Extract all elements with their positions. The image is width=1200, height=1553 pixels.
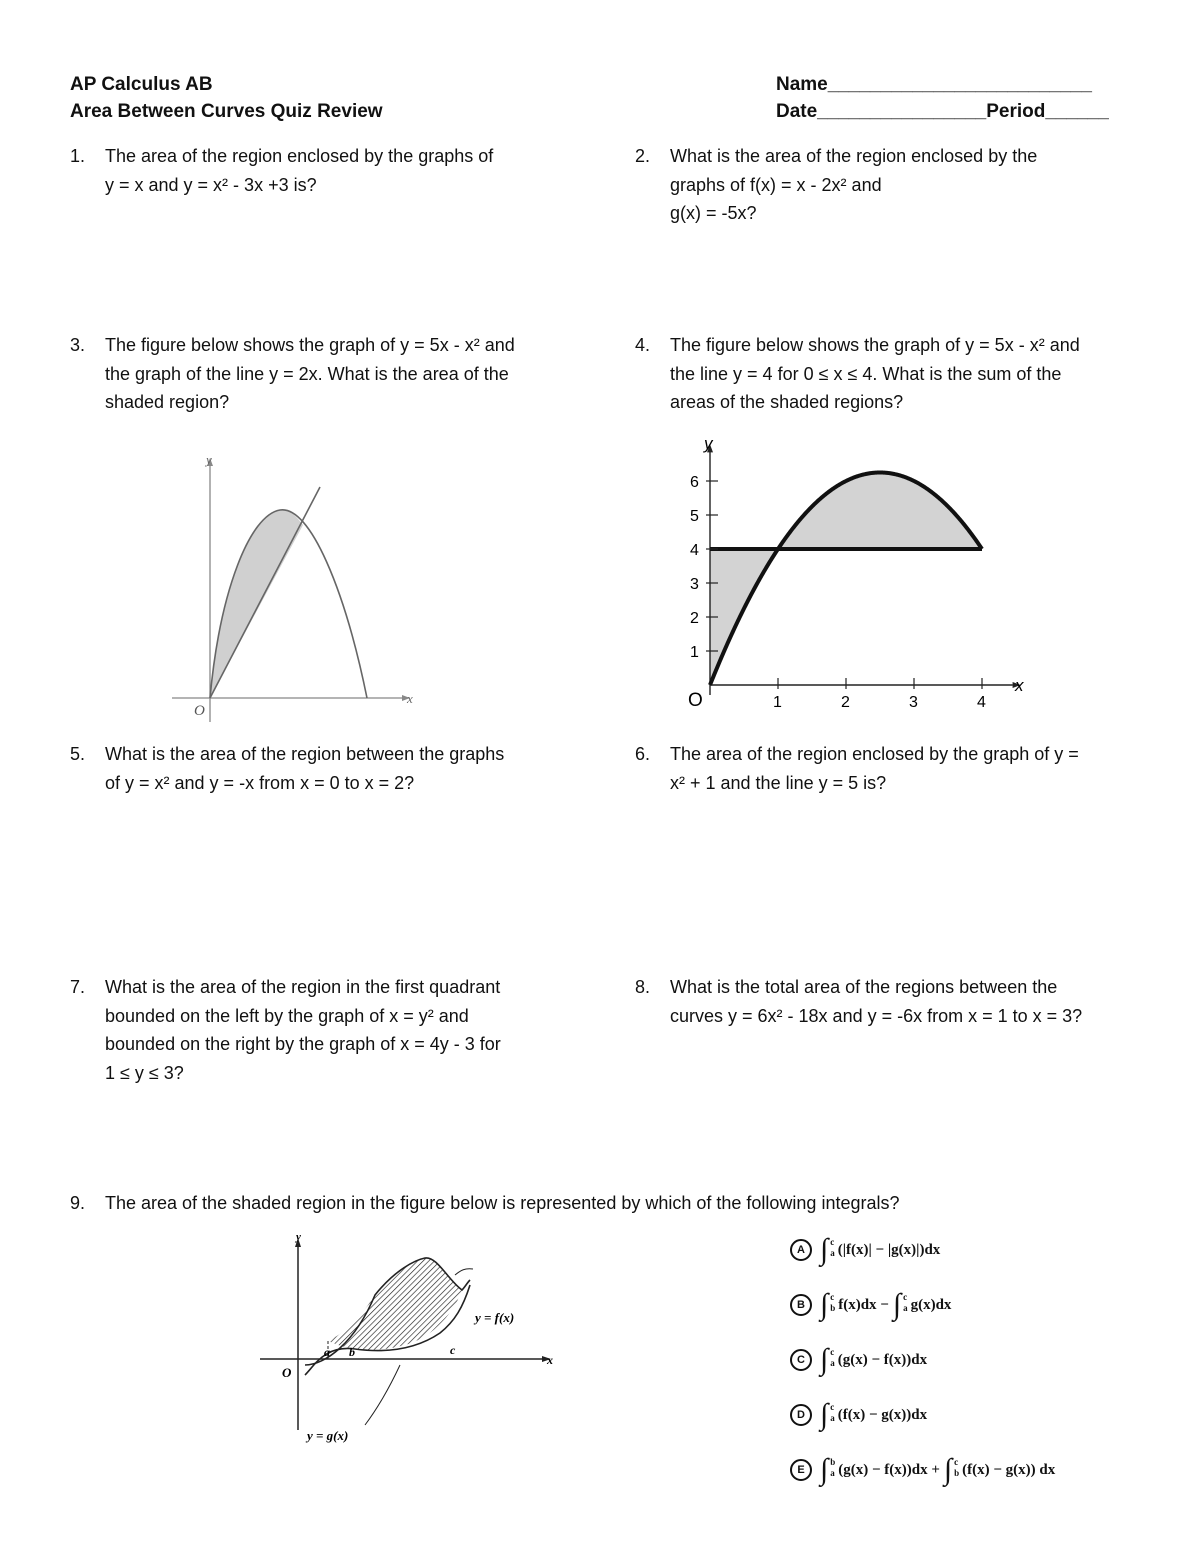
- question-text-line: bounded on the left by the graph of x = y² and: [105, 1005, 469, 1026]
- integral-limits: [830, 1237, 835, 1259]
- question-text-line: curves y = 6x² - 18x and y = -6x from x = 1 to x = 3?: [670, 1005, 1083, 1026]
- lower-limit: a: [830, 1248, 835, 1258]
- question-text-line: bounded on the right by the graph of x = 4y - 3 for: [105, 1034, 501, 1054]
- question-text-line: x² + 1 and the line y = 5 is?: [670, 772, 887, 793]
- lower-limit: b: [830, 1303, 836, 1313]
- origin-label: O: [194, 703, 205, 719]
- option-expression: [820, 1290, 951, 1320]
- option-d[interactable]: [790, 1398, 927, 1432]
- option-expression: [820, 1400, 927, 1430]
- question-text-line: shaded region?: [105, 392, 230, 412]
- course-title: AP Calculus AB: [70, 74, 213, 95]
- question-number: 9.: [70, 1193, 86, 1213]
- question-text-line: The area of the shaded region in the figure below is represented by which of the following integrals?: [105, 1193, 900, 1213]
- question-8: [635, 973, 1155, 1030]
- integral-sign: ∫: [943, 1453, 953, 1486]
- date-period-field[interactable]: Date________________Period______: [776, 101, 1109, 122]
- y-tick-label: 1: [690, 644, 699, 661]
- y-axis-label: y: [206, 452, 212, 467]
- option-b[interactable]: [790, 1288, 951, 1322]
- integrand: g(x)dx: [910, 1296, 952, 1313]
- option-letter-circle[interactable]: A: [790, 1239, 812, 1261]
- integral-limits: [830, 1457, 835, 1479]
- question-text-line: 1 ≤ y ≤ 3?: [105, 1062, 184, 1083]
- lower-limit: a: [830, 1468, 835, 1478]
- option-expression: [820, 1455, 1055, 1485]
- question-text-line: What is the area of the region in the first quadrant: [105, 977, 501, 997]
- integral-sign: ∫: [820, 1398, 829, 1431]
- option-letter-circle[interactable]: B: [790, 1294, 812, 1316]
- question-text-line: of y = x² and y = -x from x = 0 to x = 2?: [105, 772, 415, 793]
- name-field[interactable]: Name_________________________: [776, 74, 1092, 95]
- question-number: 4.: [635, 335, 651, 355]
- option-expression: [820, 1235, 940, 1265]
- figure-q3: [160, 440, 430, 730]
- question-4: [635, 331, 1155, 417]
- y-tick-label: 5: [690, 508, 699, 525]
- integral-limits: [830, 1402, 835, 1424]
- question-text-line: the line y = 4 for 0 ≤ x ≤ 4. What is the sum of the: [670, 363, 1062, 384]
- a-label: a: [324, 1345, 330, 1359]
- question-text-line: What is the area of the region enclosed by the: [670, 146, 1038, 166]
- origin-label: O: [688, 690, 703, 711]
- integral-sign: ∫: [820, 1453, 829, 1486]
- integral-limits: [830, 1292, 835, 1314]
- upper-limit: c: [830, 1292, 835, 1302]
- y-tick-label: 4: [690, 542, 699, 559]
- header-right: [776, 71, 1109, 125]
- question-number: 2.: [635, 146, 651, 166]
- header-left: [70, 71, 383, 125]
- question-1: [70, 142, 570, 199]
- integrand: (g(x) − f(x))dx +: [838, 1461, 940, 1478]
- integral-sign: ∫: [820, 1288, 829, 1321]
- integral-limits: [830, 1347, 835, 1369]
- question-text-line: What is the total area of the regions between the: [670, 977, 1058, 997]
- x-tick-label: 4: [977, 694, 986, 711]
- y-axis-label: y: [296, 1231, 301, 1243]
- b-label: b: [349, 1345, 355, 1359]
- y-tick-label: 2: [690, 610, 699, 627]
- question-number: 7.: [70, 977, 86, 997]
- upper-limit: c: [903, 1292, 908, 1302]
- option-expression: [820, 1345, 927, 1375]
- x-tick-label: 1: [773, 694, 782, 711]
- figure-q4: [670, 430, 1040, 715]
- question-text-line: graphs of f(x) = x - 2x² and: [670, 174, 882, 195]
- lower-limit: b: [954, 1468, 960, 1478]
- question-7: [70, 973, 570, 1087]
- question-number: 8.: [635, 977, 651, 997]
- question-number: 1.: [70, 146, 86, 166]
- question-2: [635, 142, 1135, 228]
- c-label: c: [450, 1343, 456, 1357]
- integral-sign: ∫: [820, 1343, 829, 1376]
- integral-sign: ∫: [820, 1233, 829, 1266]
- lower-limit: a: [830, 1413, 835, 1423]
- option-letter-circle[interactable]: D: [790, 1404, 812, 1426]
- integral-sign: ∫: [892, 1288, 902, 1321]
- y-axis-label: y: [704, 434, 713, 453]
- origin-label: O: [282, 1365, 292, 1380]
- question-5: [70, 740, 570, 797]
- question-text-line: The area of the region enclosed by the graphs of: [105, 146, 494, 166]
- question-text-line: The figure below shows the graph of y = 5x - x² and: [105, 335, 515, 355]
- upper-limit: c: [830, 1347, 835, 1357]
- x-axis-label: x: [1015, 676, 1024, 695]
- f-pointer: [455, 1269, 473, 1275]
- question-9: [70, 1189, 1130, 1218]
- question-number: 6.: [635, 744, 651, 764]
- question-6: [635, 740, 1155, 797]
- shaded-region: [328, 1258, 462, 1350]
- x-tick-label: 2: [841, 694, 850, 711]
- question-text-line: the graph of the line y = 2x. What is the area of the: [105, 363, 509, 384]
- x-tick-label: 3: [909, 694, 918, 711]
- upper-limit: c: [830, 1402, 835, 1412]
- question-text-line: The figure below shows the graph of y = 5x - x² and: [670, 335, 1080, 355]
- question-text-line: What is the area of the region between the graphs: [105, 744, 505, 764]
- x-axis-label: x: [547, 1353, 553, 1367]
- f-label: y = f(x): [475, 1310, 515, 1325]
- question-text-line: The area of the region enclosed by the graph of y =: [670, 744, 1079, 764]
- option-c[interactable]: [790, 1343, 927, 1377]
- integrand: (|f(x)| − |g(x)|)dx: [837, 1241, 941, 1258]
- upper-limit: c: [830, 1237, 835, 1247]
- worksheet-title: Area Between Curves Quiz Review: [70, 101, 383, 122]
- integrand: (g(x) − f(x))dx: [837, 1351, 928, 1368]
- g-label: y = g(x): [307, 1428, 349, 1443]
- question-3: [70, 331, 570, 417]
- question-number: 5.: [70, 744, 86, 764]
- integral-limits: [903, 1292, 908, 1314]
- option-letter-circle[interactable]: C: [790, 1349, 812, 1371]
- upper-limit: c: [954, 1457, 959, 1467]
- figure-q9: [255, 1225, 575, 1455]
- option-e[interactable]: [790, 1453, 1055, 1487]
- option-letter-circle[interactable]: E: [790, 1459, 812, 1481]
- integral-limits: [954, 1457, 959, 1479]
- upper-limit: b: [830, 1457, 836, 1467]
- integrand: (f(x) − g(x))dx: [837, 1406, 928, 1423]
- x-axis-label: x: [407, 691, 413, 706]
- y-tick-label: 6: [690, 474, 699, 491]
- question-text-line: y = x and y = x² - 3x +3 is?: [105, 174, 317, 195]
- y-tick-label: 3: [690, 576, 699, 593]
- integrand: (f(x) − g(x)) dx: [962, 1461, 1056, 1478]
- lower-limit: a: [903, 1303, 908, 1313]
- question-number: 3.: [70, 335, 86, 355]
- question-text-line: areas of the shaded regions?: [670, 392, 904, 412]
- question-text-line: g(x) = -5x?: [670, 203, 757, 223]
- lower-limit: a: [830, 1358, 835, 1368]
- option-a[interactable]: [790, 1233, 940, 1267]
- g-pointer: [365, 1365, 400, 1425]
- integrand: f(x)dx −: [838, 1296, 889, 1313]
